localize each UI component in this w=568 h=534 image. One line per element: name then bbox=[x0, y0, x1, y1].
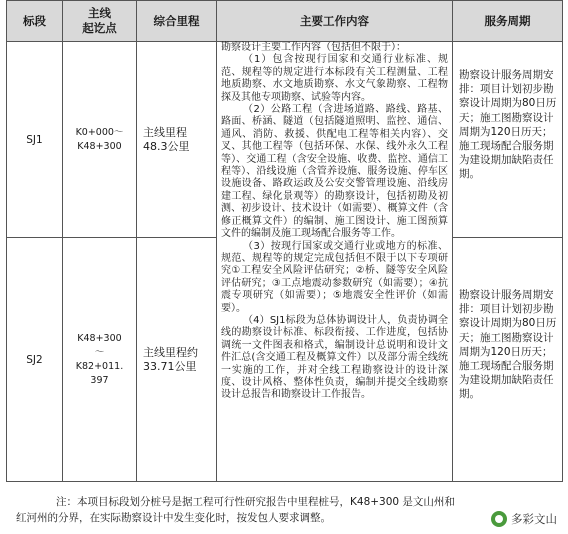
segment-cell: SJ2 bbox=[7, 238, 63, 482]
table-header-row bbox=[7, 1, 563, 42]
content-item-1: （1）包含按现行国家和交通行业标准、规范、规程等的规定进行本标段有关工程测量、工程地质勘察、水文地质勘察、水文气象勘察、工程物探及其他专项勘察、试验等内容。 bbox=[221, 54, 448, 103]
work-content-table bbox=[6, 0, 563, 482]
header-segment: 标段 bbox=[7, 1, 63, 42]
header-start-end-line1: 主线 bbox=[88, 6, 111, 20]
header-service-period: 服务周期 bbox=[453, 1, 563, 42]
mileage-cell bbox=[137, 42, 217, 238]
range-separator: ～ bbox=[94, 346, 105, 358]
service-period-cell: 勘察设计服务周期安排：项目计划初步勘察设计周期为80日历天；施工图勘察设计周期为120日历天；施工现场配合服务期为建设期加缺陷责任期。 bbox=[453, 42, 563, 238]
mileage-value: 48.3公里 bbox=[143, 139, 190, 153]
table-footnote bbox=[8, 494, 560, 526]
table-row bbox=[7, 42, 563, 238]
header-start-end-line2: 起讫点 bbox=[82, 21, 117, 35]
range-end: K48+300 bbox=[77, 140, 122, 152]
watermark bbox=[488, 510, 560, 528]
main-work-content bbox=[217, 42, 453, 482]
header-start-end bbox=[63, 1, 137, 42]
range-end: K82+011. bbox=[75, 360, 124, 372]
range-start: K48+300 bbox=[77, 332, 122, 344]
footnote-line-2: 红河州的分界，在实际勘察设计中发生变化时，按发包人要求调整。 bbox=[16, 512, 331, 524]
header-total-mileage: 综合里程 bbox=[137, 1, 217, 42]
mileage-label: 主线里程约 bbox=[143, 345, 198, 359]
mileage-cell bbox=[137, 238, 217, 482]
segment-cell: SJ1 bbox=[7, 42, 63, 238]
content-item-2: （2）公路工程（含进场道路、路线、路基、路面、桥涵、隧道（包括隧道照明、监控、通信、通风、消防、救援、供配电工程等相关内容）、交叉、其他工程等（包括环保、水保、线外永久工程等）、交通工程（含安全设施、收费、监控、通信工程等）、沿线设施（含管养设施、服务设施、停车区设施设备、路政运政及公安交警管理设施、沿线房建工程、绿化景观等）的勘察设计，包括初勘及初测、初步设计、技术设计（如需要）、概算文件（含修正概算文件）的编制、施工图设计、施工图预算文件的编制及施工现场配合服务等工作。 bbox=[221, 104, 448, 240]
header-main-work: 主要工作内容 bbox=[217, 1, 453, 42]
watermark-text: 多彩文山 bbox=[511, 512, 557, 526]
content-item-4: （4）SJ1标段为总体协调设计人，负责协调全线的勘察设计标准、标段衔接、工作进度，包括协调统一文件图表和格式，编制设计总说明和设计文件汇总(含交通工程及概算文件）以及部分需全线统一实施的工作，并对全线工程勘察设计的设计深度、设计风格、整体性负责，编制并提交全线勘察设计总报告和勘察设计工作报告。 bbox=[221, 314, 448, 401]
content-item-3: （3）按现行国家或交通行业或地方的标准、规范、规程等的规定完成包括但不限于以下专项研究①工程安全风险评估研究；②桥、隧等安全风险评估研究；③工点地震动参数研究（如需要）；④抗震专项研究（如需要）；⑤地震安全性评价（如需要）。 bbox=[221, 240, 448, 314]
range-cell bbox=[63, 238, 137, 482]
content-intro: 勘察设计主要工作内容（包括但不限于）： bbox=[221, 42, 406, 53]
mileage-label: 主线里程 bbox=[143, 125, 187, 139]
mileage-value: 33.71公里 bbox=[143, 359, 197, 373]
range-start: K0+000～ bbox=[75, 126, 124, 138]
footnote-line-1: 注：本项目标段划分桩号是据工程可行性研究报告中里程桩号，K48+300 是文山州和 bbox=[56, 496, 455, 508]
wechat-icon bbox=[491, 511, 507, 527]
range-end-cont: 397 bbox=[90, 374, 109, 386]
service-period-cell: 勘察设计服务周期安排：项目计划初步勘察设计周期为80日历天；施工图勘察设计周期为120日历天；施工现场配合服务期为建设期加缺陷责任期。 bbox=[453, 238, 563, 482]
range-cell bbox=[63, 42, 137, 238]
